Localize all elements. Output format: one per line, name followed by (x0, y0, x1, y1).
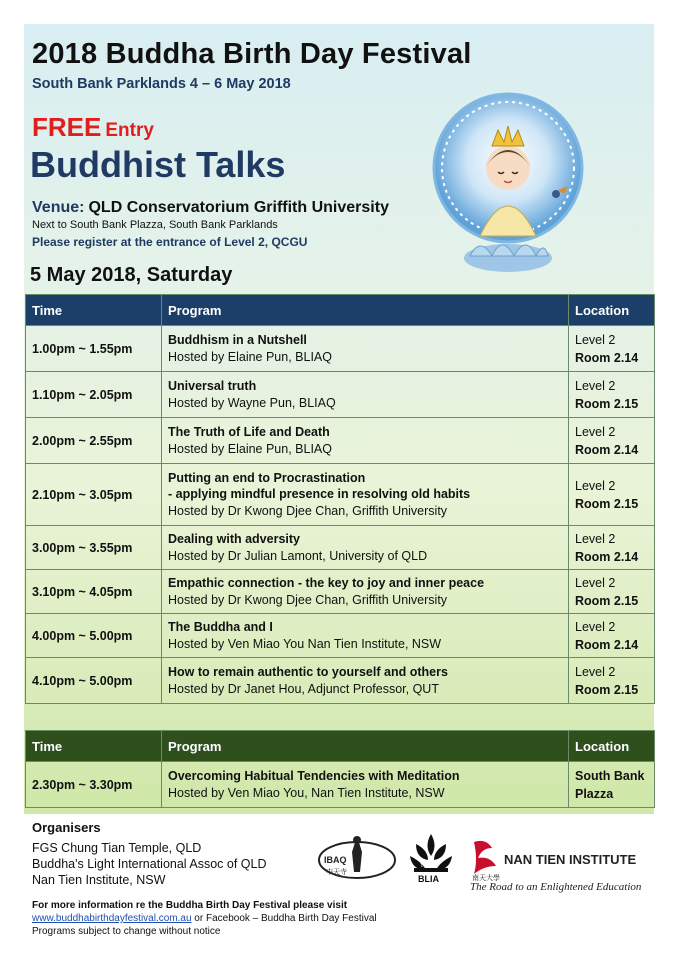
header-location: Location (569, 295, 655, 326)
program-host: Hosted by Dr Janet Hou, Adjunct Professor, QUT (168, 681, 439, 696)
festival-title: 2018 Buddha Birth Day Festival (32, 38, 472, 70)
program-host: Hosted by Dr Kwong Djee Chan, Griffith University (168, 592, 448, 607)
table-row (26, 658, 655, 704)
location-room: Room 2.14 (575, 350, 639, 365)
blia-logo (406, 830, 456, 886)
row-location (569, 526, 655, 570)
row-program (162, 526, 569, 570)
venue-label: Venue: (32, 199, 85, 216)
event-date: 5 May 2018, Saturday (30, 264, 233, 286)
row-program (162, 418, 569, 464)
row-program (162, 326, 569, 372)
row-location (569, 614, 655, 658)
program-title: Empathic connection - the key to joy and inner peace (168, 575, 485, 590)
program-title: Dealing with adversity (168, 531, 300, 546)
venue-name: QLD Conservatorium Griffith University (88, 199, 389, 216)
nti-tagline: The Road to an Enlightened Education (470, 881, 642, 893)
organisers-heading: Organisers (32, 820, 101, 835)
program-host: Hosted by Dr Kwong Djee Chan, Griffith University (168, 503, 448, 518)
organisers-list (32, 840, 266, 888)
location-room: Room 2.15 (575, 496, 639, 511)
row-program (162, 614, 569, 658)
program-host: Hosted by Elaine Pun, BLIAQ (168, 349, 332, 364)
row-program (162, 570, 569, 614)
row-program (162, 372, 569, 418)
table-row (26, 762, 655, 808)
change-notice: Programs subject to change without notice (32, 926, 221, 937)
program-host: Hosted by Elaine Pun, BLIAQ (168, 441, 332, 456)
row-time: 2.10pm ~ 3.05pm (26, 464, 162, 526)
table-row (26, 372, 655, 418)
more-info-text: For more information re the Buddha Birth Day Festival please visit (32, 900, 348, 911)
row-time: 3.00pm ~ 3.55pm (26, 526, 162, 570)
ibaq-text: IBAQ (324, 855, 347, 865)
location-level: Level 2 (575, 619, 616, 634)
location-room: Room 2.14 (575, 442, 639, 457)
row-location (569, 570, 655, 614)
program-host: Hosted by Wayne Pun, BLIAQ (168, 395, 336, 410)
location-level: Level 2 (575, 424, 616, 439)
program-host: Hosted by Dr Julian Lamont, University of QLD (168, 548, 428, 563)
blia-text: BLIA (418, 874, 439, 884)
nti-name: NAN TIEN INSTITUTE (504, 852, 637, 867)
buddha-medallion-image (430, 86, 586, 292)
schedule-table (25, 294, 655, 704)
free-entry (32, 112, 154, 143)
location-level: Level 2 (575, 531, 616, 546)
location-level: Level 2 (575, 575, 616, 590)
header-program: Program (162, 731, 569, 762)
blia-subtext: 佛光 (420, 860, 434, 868)
program-title: Buddhism in a Nutshell (168, 332, 307, 347)
venue-line (32, 199, 389, 217)
header-time: Time (26, 731, 162, 762)
location-room: Room 2.14 (575, 637, 639, 652)
program-host: Hosted by Ven Miao You Nan Tien Institute, NSW (168, 636, 442, 651)
header-location: Location (569, 731, 655, 762)
table-header-row (26, 295, 655, 326)
table-row (26, 614, 655, 658)
free-word: FREE (32, 112, 102, 142)
row-program (162, 464, 569, 526)
table-row (26, 326, 655, 372)
program-title: The Truth of Life and Death (168, 424, 330, 439)
location-room: Room 2.15 (575, 682, 639, 697)
table-row (26, 570, 655, 614)
ibaq-subtext: 中天寺 (326, 868, 347, 876)
nti-chinese: 南天大學 (472, 874, 500, 882)
table-row (26, 526, 655, 570)
row-time: 2.00pm ~ 2.55pm (26, 418, 162, 464)
program-host: Hosted by Ven Miao You, Nan Tien Institute, NSW (168, 785, 445, 800)
row-time: 1.00pm ~ 1.55pm (26, 326, 162, 372)
row-time: 4.10pm ~ 5.00pm (26, 658, 162, 704)
row-time: 4.00pm ~ 5.00pm (26, 614, 162, 658)
program-title: Universal truth (168, 378, 257, 393)
talks-title: Buddhist Talks (30, 144, 286, 185)
row-location (569, 418, 655, 464)
row-location (569, 762, 655, 808)
row-time: 1.10pm ~ 2.05pm (26, 372, 162, 418)
location-level: Level 2 (575, 332, 616, 347)
location-room: Room 2.15 (575, 593, 639, 608)
row-location (569, 372, 655, 418)
table-row (26, 464, 655, 526)
table-row (26, 418, 655, 464)
location-level: Level 2 (575, 378, 616, 393)
location-room: Room 2.14 (575, 549, 639, 564)
location-line1: South Bank (575, 768, 645, 783)
ibaq-logo (316, 832, 398, 884)
header-program: Program (162, 295, 569, 326)
location-level: Level 2 (575, 664, 616, 679)
program-title: Overcoming Habitual Tendencies with Meditation (168, 768, 460, 783)
organiser-item: Nan Tien Institute, NSW (32, 873, 166, 887)
location-level: Level 2 (575, 478, 616, 493)
register-note: Please register at the entrance of Level 2, QCGU (32, 235, 308, 249)
location-room: Room 2.15 (575, 396, 639, 411)
program-title: The Buddha and I (168, 619, 273, 634)
program-title: How to remain authentic to yourself and others (168, 664, 448, 679)
festival-subtitle: South Bank Parklands 4 – 6 May 2018 (32, 76, 291, 92)
website-link[interactable]: www.buddhabirthdayfestival.com.au (32, 913, 192, 924)
header-time: Time (26, 295, 162, 326)
venue-subtext: Next to South Bank Plazza, South Bank Parklands (32, 219, 278, 231)
location-line2: Plazza (575, 786, 614, 801)
table-header-row (26, 731, 655, 762)
row-time: 3.10pm ~ 4.05pm (26, 570, 162, 614)
row-location (569, 464, 655, 526)
row-location (569, 658, 655, 704)
facebook-text: or Facebook – Buddha Birth Day Festival (191, 913, 377, 924)
row-location (569, 326, 655, 372)
row-time: 2.30pm ~ 3.30pm (26, 762, 162, 808)
program-title-line2: - applying mindful presence in resolving old habits (168, 486, 471, 501)
free-suffix: Entry (105, 120, 154, 141)
row-program (162, 762, 569, 808)
meditation-table (25, 730, 655, 808)
organiser-item: Buddha's Light International Assoc of QLD (32, 857, 267, 871)
links-line (32, 913, 377, 924)
organiser-item: FGS Chung Tian Temple, QLD (32, 841, 202, 855)
program-title: Putting an end to Procrastination (168, 470, 366, 485)
row-program (162, 658, 569, 704)
